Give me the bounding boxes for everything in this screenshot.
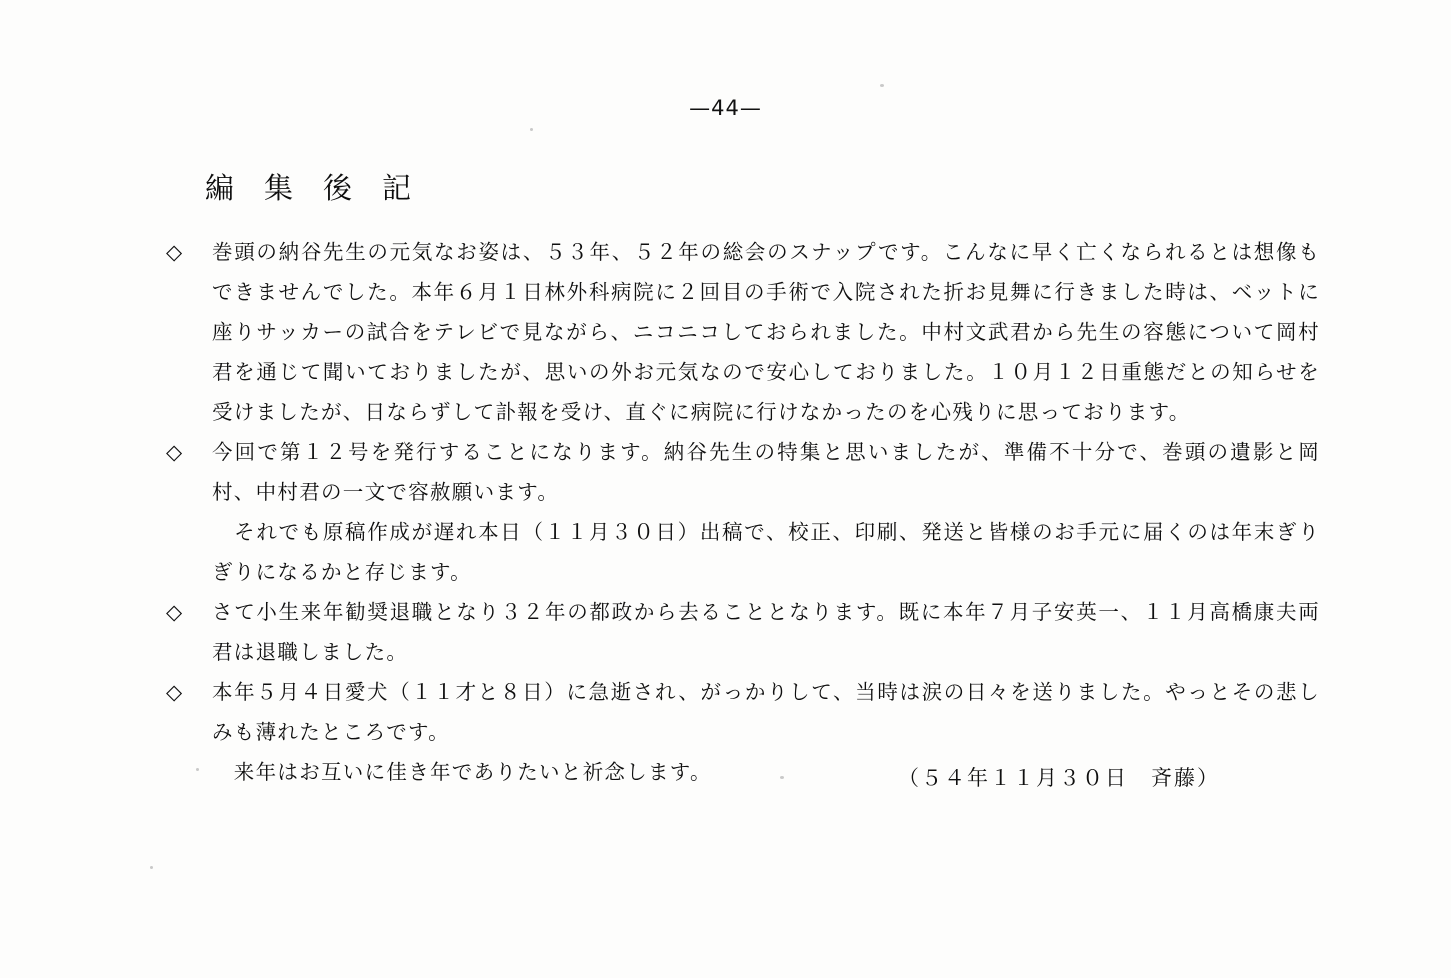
diamond-bullet-icon: ◇ <box>166 680 184 704</box>
paragraph-text: さて小生来年勧奨退職となり３２年の都政から去ることとなります。既に本年７月子安英一、１１月高橋康夫両君は退職しました。 <box>212 600 1320 664</box>
page-title: 編集後記 <box>205 171 442 205</box>
scan-speck <box>530 128 533 131</box>
paragraph <box>160 232 1320 432</box>
diamond-bullet-icon: ◇ <box>166 240 184 264</box>
paragraph <box>160 432 1320 512</box>
article-body <box>160 232 1320 792</box>
paragraph <box>160 512 1320 592</box>
signature-line: （５４年１１月３０日 斉藤） <box>898 766 1220 790</box>
scan-speck <box>880 84 884 87</box>
scan-speck <box>150 866 153 869</box>
paragraph-text: 巻頭の納谷先生の元気なお姿は、５３年、５２年の総会のスナップです。こんなに早く亡くなられるとは想像もできませんでした。本年６月１日林外科病院に２回目の手術で入院された折お見舞に行きました時は、ベットに座りサッカーの試合をテレビで見ながら、ニコニコしておられました。中村文武君から先生の容態について岡村君を通じて聞いておりましたが、思いの外お元気なので安心しておりました。１０月１２日重態だとの知らせを受けましたが、日ならずして訃報を受け、直ぐに病院に行けなかったのを心残りに思っております。 <box>212 240 1320 424</box>
paragraph-text: 今回で第１２号を発行することになります。納谷先生の特集と思いましたが、準備不十分で、巻頭の遺影と岡村、中村君の一文で容赦願います。 <box>212 440 1320 504</box>
diamond-bullet-icon: ◇ <box>166 440 184 464</box>
diamond-bullet-icon: ◇ <box>166 600 184 624</box>
paragraph-text: それでも原稿作成が遅れ本日（１１月３０日）出稿で、校正、印刷、発送と皆様のお手元に届くのは年末ぎりぎりになるかと存じます。 <box>212 520 1320 584</box>
paragraph-text: 来年はお互いに佳き年でありたいと祈念します。 <box>212 760 712 784</box>
paragraph <box>160 592 1320 672</box>
paragraph <box>160 672 1320 752</box>
paragraph-text: 本年５月４日愛犬（１１才と８日）に急逝され、がっかりして、当時は涙の日々を送りました。やっとその悲しみも薄れたところです。 <box>212 680 1320 744</box>
page-number: —44— <box>689 96 762 120</box>
